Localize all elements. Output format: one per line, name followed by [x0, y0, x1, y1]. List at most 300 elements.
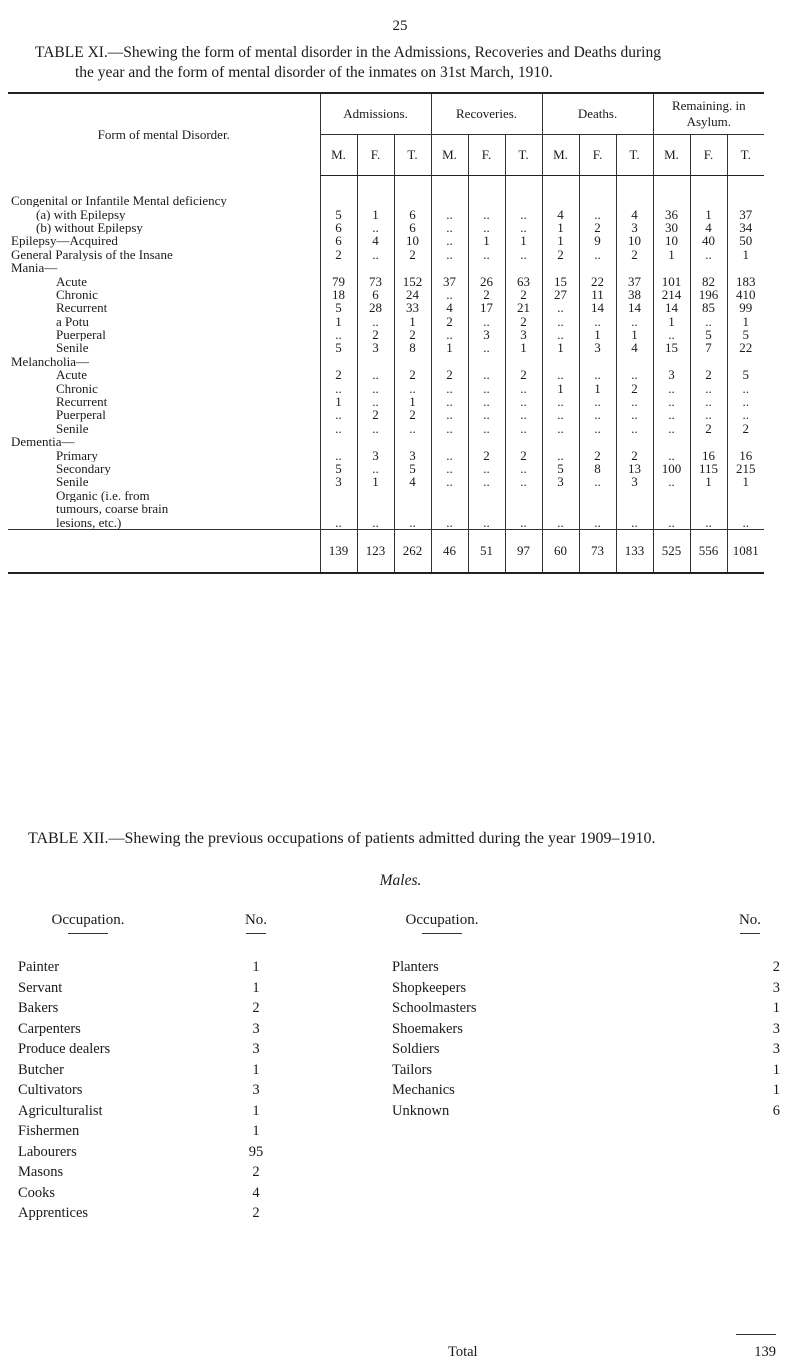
table-cell: 2: [505, 368, 542, 381]
table-cell: 36: [653, 207, 690, 220]
table-cell: [468, 489, 505, 502]
table-cell: 1: [579, 328, 616, 341]
table-cell: 5: [320, 341, 357, 354]
table-cell: 1: [579, 381, 616, 394]
occupation-count: 1: [772, 1000, 780, 1016]
table-cell: [616, 489, 653, 502]
table-cell: ..: [579, 515, 616, 529]
table-cell: ..: [505, 462, 542, 475]
table11: [8, 92, 764, 574]
table-cell: [542, 194, 579, 207]
table-cell: ..: [579, 248, 616, 261]
table-cell: ..: [320, 328, 357, 341]
total-value: 139: [754, 1344, 776, 1360]
occupation-label: Masons: [18, 1164, 64, 1180]
subheader-cell: M.: [542, 135, 579, 176]
table-cell: [431, 502, 468, 515]
table-cell: 2: [357, 408, 394, 421]
row-label: Recurrent: [56, 394, 108, 409]
table-cell: ..: [505, 408, 542, 421]
table-cell: 1: [505, 234, 542, 247]
table-cell: 2: [542, 248, 579, 261]
table-cell: ..: [653, 475, 690, 488]
table-cell: 18: [320, 288, 357, 301]
total-cell: 1081: [727, 529, 764, 573]
table-cell: 6: [357, 288, 394, 301]
table-row: [8, 489, 764, 502]
table-cell: ..: [616, 515, 653, 529]
table-cell: 3: [394, 448, 431, 461]
table-row: [8, 502, 764, 515]
subheader-cell: F.: [579, 135, 616, 176]
table-cell: 6: [320, 234, 357, 247]
table-row: [8, 261, 764, 274]
occupation-label: Cooks: [18, 1184, 56, 1201]
table-cell: [394, 502, 431, 515]
table-cell: ..: [431, 462, 468, 475]
table-cell: ..: [468, 422, 505, 435]
table-cell: [394, 489, 431, 502]
table-cell: 28: [357, 301, 394, 314]
table-cell: ..: [653, 408, 690, 421]
table-cell: [542, 502, 579, 515]
table-cell: [320, 194, 357, 207]
table-cell: [320, 435, 357, 448]
table-cell: 2: [357, 328, 394, 341]
table-cell: ..: [431, 395, 468, 408]
occupation-count: 1: [772, 1082, 780, 1098]
table-cell: [653, 435, 690, 448]
occupation-label: Agriculturalist: [18, 1102, 103, 1119]
table-cell: [320, 502, 357, 515]
table-cell: [690, 194, 727, 207]
row-label: tumours, coarse brain: [56, 501, 169, 516]
table-row: [8, 515, 764, 529]
table-cell: ..: [505, 221, 542, 234]
row-label: Senile: [56, 475, 89, 489]
table-cell: [579, 489, 616, 502]
row-label: Recurrent: [56, 301, 108, 315]
table-cell: 2: [394, 328, 431, 341]
table-cell: ..: [616, 395, 653, 408]
occupation-label: Shoemakers: [392, 1020, 463, 1037]
total-cell: 51: [468, 529, 505, 573]
occupation-count: 6: [772, 1102, 780, 1119]
table-cell: ..: [690, 248, 727, 261]
table-cell: [616, 502, 653, 515]
table-cell: ..: [468, 475, 505, 488]
row-label: Melancholia—: [11, 354, 89, 369]
occupation-count: 2: [252, 1000, 260, 1016]
occupation-count: 95: [248, 1143, 264, 1160]
table-cell: ..: [579, 422, 616, 435]
occupation-label: Produce dealers: [18, 1041, 111, 1057]
table-row: [8, 248, 764, 261]
table-cell: 410: [727, 288, 764, 301]
table-row: [8, 234, 764, 247]
table-cell: 2: [320, 248, 357, 261]
table-row: [8, 381, 764, 394]
table-cell: ..: [542, 395, 579, 408]
table-cell: [505, 489, 542, 502]
table-row: [8, 194, 764, 207]
table-cell: 2: [616, 248, 653, 261]
table-cell: ..: [468, 381, 505, 394]
table-cell: 8: [394, 341, 431, 354]
table-cell: ..: [542, 368, 579, 381]
table-cell: ..: [505, 248, 542, 261]
right-number-list: [740, 957, 780, 1121]
table-cell: [653, 194, 690, 207]
total-cell: 262: [394, 529, 431, 573]
row-label: a Potu: [56, 314, 89, 328]
table-cell: 34: [727, 221, 764, 234]
table-cell: ..: [579, 207, 616, 220]
table-cell: 22: [579, 274, 616, 287]
table-cell: ..: [431, 381, 468, 394]
table-cell: ..: [653, 515, 690, 529]
table-cell: [616, 435, 653, 448]
table-cell: 2: [579, 221, 616, 234]
table-cell: [468, 194, 505, 207]
table-cell: ..: [653, 328, 690, 341]
table-cell: 3: [320, 475, 357, 488]
table-cell: 17: [468, 301, 505, 314]
subheader-cell: F.: [468, 135, 505, 176]
left-number-list: [236, 957, 276, 1224]
occupation-label: Bakers: [18, 1000, 59, 1016]
table-cell: ..: [690, 408, 727, 421]
table-cell: 100: [653, 462, 690, 475]
row-label: Puerperal: [56, 408, 106, 422]
table-cell: 4: [542, 207, 579, 220]
table-cell: 2: [320, 368, 357, 381]
table-cell: ..: [727, 515, 764, 529]
table-cell: ..: [357, 248, 394, 261]
table-cell: 5: [394, 462, 431, 475]
table-cell: ..: [468, 341, 505, 354]
table-cell: 3: [468, 328, 505, 341]
table-cell: 1: [653, 315, 690, 328]
occupation-label: Soldiers: [392, 1041, 440, 1057]
table-cell: [505, 502, 542, 515]
table-cell: 1: [542, 234, 579, 247]
table-cell: 1: [727, 248, 764, 261]
table-row: [8, 288, 764, 301]
table-cell: 10: [394, 234, 431, 247]
table-cell: [579, 355, 616, 368]
table-cell: 2: [616, 381, 653, 394]
table-cell: ..: [468, 395, 505, 408]
table-cell: [357, 355, 394, 368]
table-cell: [505, 435, 542, 448]
table-cell: 9: [579, 234, 616, 247]
total-cell: 525: [653, 529, 690, 573]
table-cell: 2: [690, 422, 727, 435]
table-cell: 37: [616, 274, 653, 287]
table-cell: 3: [542, 475, 579, 488]
table-cell: 196: [690, 288, 727, 301]
row-label: Congenital or Infantile Mental deficiency: [11, 194, 227, 208]
table-cell: [505, 355, 542, 368]
occupation-label: Unknown: [392, 1102, 450, 1119]
occupation-label: Schoolmasters: [392, 1000, 477, 1016]
table-cell: [690, 502, 727, 515]
table-cell: ..: [468, 248, 505, 261]
occupation-count: 2: [252, 1205, 260, 1221]
table-cell: 50: [727, 234, 764, 247]
table-cell: 1: [320, 395, 357, 408]
occupation-count: 2: [252, 1164, 260, 1180]
table-cell: 3: [653, 368, 690, 381]
table-cell: 37: [431, 274, 468, 287]
table-cell: [690, 355, 727, 368]
table-cell: [616, 261, 653, 274]
right-occupation-header: Occupation.: [372, 912, 512, 934]
occupation-count: 3: [252, 1020, 260, 1037]
table-cell: 16: [727, 448, 764, 461]
table-cell: ..: [505, 395, 542, 408]
table-cell: 82: [690, 274, 727, 287]
occupation-count: 1: [252, 1123, 260, 1139]
table-cell: ..: [357, 315, 394, 328]
table-cell: ..: [431, 328, 468, 341]
table-cell: ..: [727, 395, 764, 408]
table-cell: [320, 489, 357, 502]
table-cell: 3: [505, 328, 542, 341]
total-label: Total: [448, 1344, 478, 1360]
table-cell: [542, 489, 579, 502]
total-cell: 73: [579, 529, 616, 573]
table-cell: 15: [542, 274, 579, 287]
table-cell: 2: [579, 448, 616, 461]
row-label: (b) without Epilepsy: [36, 220, 143, 235]
table-row: [8, 408, 764, 421]
occupation-label: Shopkeepers: [392, 979, 467, 996]
table-cell: 3: [616, 475, 653, 488]
row-label: Chronic: [56, 287, 98, 302]
table-cell: 3: [357, 341, 394, 354]
occupation-label: Planters: [392, 959, 439, 975]
table-cell: [690, 261, 727, 274]
table-cell: 14: [616, 301, 653, 314]
table-cell: [653, 261, 690, 274]
table-cell: 1: [394, 315, 431, 328]
table-cell: ..: [690, 381, 727, 394]
table-cell: ..: [653, 381, 690, 394]
table-cell: 40: [690, 234, 727, 247]
table-cell: 2: [394, 248, 431, 261]
table-cell: ..: [542, 448, 579, 461]
table-cell: ..: [431, 475, 468, 488]
occupation-count: 1: [252, 1061, 260, 1078]
table-cell: ..: [357, 515, 394, 529]
table-row: [8, 422, 764, 435]
left-occupation-list: [18, 957, 198, 1224]
table-cell: ..: [505, 475, 542, 488]
table-cell: [616, 355, 653, 368]
table-cell: [616, 194, 653, 207]
table-cell: 63: [505, 274, 542, 287]
row-label: Epilepsy—Acquired: [11, 234, 118, 248]
table-cell: ..: [542, 422, 579, 435]
table-cell: 33: [394, 301, 431, 314]
table-cell: ..: [468, 515, 505, 529]
table-cell: 14: [579, 301, 616, 314]
table-row: [8, 395, 764, 408]
table-cell: ..: [431, 248, 468, 261]
table-cell: [357, 502, 394, 515]
table-cell: 1: [468, 234, 505, 247]
table-cell: ..: [394, 381, 431, 394]
total-cell: 46: [431, 529, 468, 573]
table-cell: ..: [394, 515, 431, 529]
table-cell: ..: [357, 462, 394, 475]
table-cell: 6: [320, 221, 357, 234]
subheader-cell: F.: [690, 135, 727, 176]
table-cell: 4: [394, 475, 431, 488]
table-cell: [727, 261, 764, 274]
subheader-cell: F.: [357, 135, 394, 176]
table-cell: 3: [357, 448, 394, 461]
table-cell: 1: [690, 475, 727, 488]
table-cell: [468, 435, 505, 448]
table-cell: 2: [505, 315, 542, 328]
row-label: General Paralysis of the Insane: [11, 247, 173, 261]
occupation-count: 3: [252, 1082, 260, 1098]
table-cell: [727, 355, 764, 368]
table-cell: 10: [616, 234, 653, 247]
occupation-label: Painter: [18, 959, 60, 975]
table-cell: 2: [505, 288, 542, 301]
subheader-cell: T.: [616, 135, 653, 176]
subheader-cell: M.: [320, 135, 357, 176]
table-cell: ..: [468, 408, 505, 421]
occupation-label: Servant: [18, 979, 63, 996]
table-row: [8, 368, 764, 381]
table-cell: 1: [505, 341, 542, 354]
table-cell: 5: [690, 328, 727, 341]
table-cell: 1: [727, 315, 764, 328]
table-cell: 215: [727, 462, 764, 475]
table-cell: ..: [690, 315, 727, 328]
table-cell: 5: [320, 462, 357, 475]
table-row: [8, 355, 764, 368]
table-cell: 2: [431, 368, 468, 381]
table-cell: 37: [727, 207, 764, 220]
table-row: [8, 435, 764, 448]
table-cell: 2: [394, 408, 431, 421]
table-cell: 24: [394, 288, 431, 301]
table-cell: [394, 355, 431, 368]
occupation-count: 1: [252, 979, 260, 996]
occupation-count: 3: [772, 1020, 780, 1037]
table-cell: ..: [431, 422, 468, 435]
table-cell: ..: [542, 328, 579, 341]
table-cell: ..: [394, 422, 431, 435]
table-cell: 4: [616, 341, 653, 354]
table-cell: [579, 261, 616, 274]
table-cell: 2: [431, 315, 468, 328]
table-row: [8, 274, 764, 287]
total-cell: 556: [690, 529, 727, 573]
table-cell: ..: [431, 515, 468, 529]
table-cell: 1: [357, 207, 394, 220]
table-cell: [653, 502, 690, 515]
table-cell: [431, 194, 468, 207]
table-cell: [394, 435, 431, 448]
table-cell: ..: [505, 207, 542, 220]
occupation-count: 2: [772, 959, 780, 975]
table-cell: ..: [468, 368, 505, 381]
table-cell: 4: [357, 234, 394, 247]
row-label: Acute: [56, 368, 88, 382]
table-cell: [320, 261, 357, 274]
table-cell: ..: [320, 448, 357, 461]
occupation-label: Carpenters: [18, 1020, 81, 1037]
table-cell: ..: [320, 381, 357, 394]
table-row: [8, 301, 764, 314]
table-cell: 5: [320, 207, 357, 220]
table-cell: 79: [320, 274, 357, 287]
table-cell: 99: [727, 301, 764, 314]
table-cell: 7: [690, 341, 727, 354]
table-cell: 3: [579, 341, 616, 354]
row-label: Senile: [56, 421, 89, 436]
table-cell: ..: [653, 422, 690, 435]
table-cell: ..: [727, 408, 764, 421]
occupation-label: Fishermen: [18, 1123, 80, 1139]
table-cell: [394, 194, 431, 207]
right-occupation-list: [392, 957, 572, 1121]
table-cell: [653, 489, 690, 502]
row-label: Senile: [56, 341, 89, 355]
table-cell: 214: [653, 288, 690, 301]
occupation-count: 3: [772, 1041, 780, 1057]
total-cell: 97: [505, 529, 542, 573]
table-cell: 15: [653, 341, 690, 354]
table-cell: 13: [616, 462, 653, 475]
table11-caption: [35, 43, 770, 83]
table-cell: 115: [690, 462, 727, 475]
table-cell: 1: [690, 207, 727, 220]
table-cell: 5: [727, 328, 764, 341]
occupation-label: Tailors: [392, 1061, 433, 1078]
table-cell: 1: [542, 341, 579, 354]
form-header: Form of mental Disorder.: [8, 93, 320, 176]
table-cell: 22: [727, 341, 764, 354]
total-cell: 60: [542, 529, 579, 573]
table-cell: [468, 355, 505, 368]
row-label: Mania—: [11, 260, 58, 275]
table-cell: ..: [431, 207, 468, 220]
table-cell: ..: [653, 448, 690, 461]
table-cell: 26: [468, 274, 505, 287]
table-row: [8, 207, 764, 220]
table-cell: 73: [357, 274, 394, 287]
subheader-cell: T.: [505, 135, 542, 176]
table-cell: 152: [394, 274, 431, 287]
table12-title: TABLE XII.—Shewing the previous occupations of patients admitted during the year 1909–1910.: [28, 830, 656, 847]
table-cell: 5: [727, 368, 764, 381]
table-cell: 38: [616, 288, 653, 301]
table-cell: ..: [690, 515, 727, 529]
table-cell: [357, 194, 394, 207]
table-cell: ..: [542, 515, 579, 529]
table-cell: [542, 355, 579, 368]
table-cell: 1: [431, 341, 468, 354]
table-cell: ..: [357, 422, 394, 435]
